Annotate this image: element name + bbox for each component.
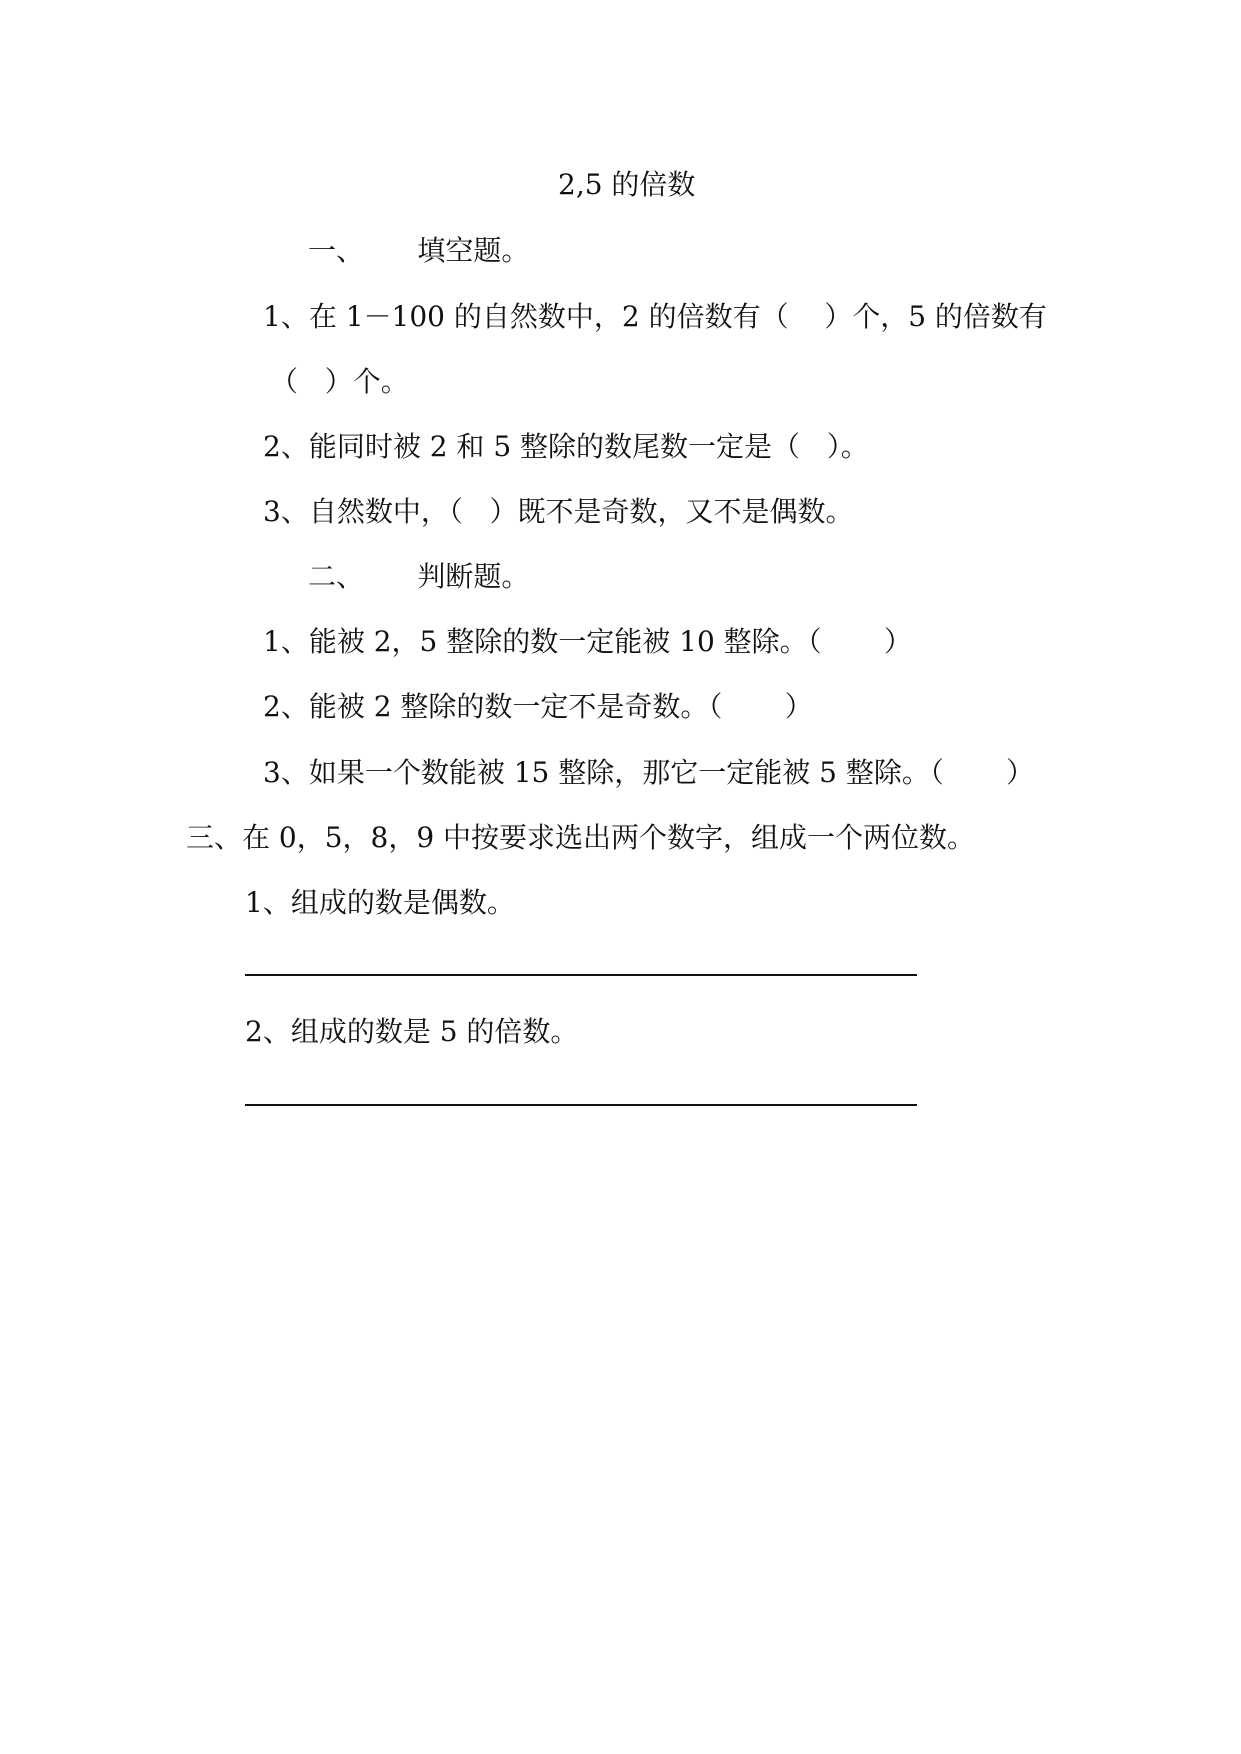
compose-question-2: 2、组成的数是 5 的倍数。 <box>245 1015 579 1048</box>
page-title: 2,5 的倍数 <box>558 168 696 201</box>
fill-question-1-line-2: （ ）个。 <box>270 365 409 398</box>
answer-line-1 <box>245 974 917 976</box>
compose-question-1: 1、组成的数是偶数。 <box>245 886 515 919</box>
fill-question-1-line-1: 1、在 1－100 的自然数中，2 的倍数有（ ）个，5 的倍数有 <box>263 300 1047 333</box>
answer-line-2 <box>245 1104 917 1106</box>
fill-question-2: 2、能同时被 2 和 5 整除的数尾数一定是（ ）。 <box>263 430 869 463</box>
section-heading-true-false: 二、 判断题。 <box>308 560 530 593</box>
section-heading-fill-in: 一、 填空题。 <box>308 234 530 267</box>
judge-question-2: 2、能被 2 整除的数一定不是奇数。（ ） <box>263 690 813 723</box>
section-heading-compose-number: 三、在 0，5，8，9 中按要求选出两个数字，组成一个两位数。 <box>186 821 976 854</box>
fill-question-3: 3、自然数中，（ ）既不是奇数，又不是偶数。 <box>263 495 854 528</box>
judge-question-3: 3、如果一个数能被 15 整除，那它一定能被 5 整除。（ ） <box>263 756 1035 789</box>
judge-question-1: 1、能被 2，5 整除的数一定能被 10 整除。（ ） <box>263 625 912 658</box>
